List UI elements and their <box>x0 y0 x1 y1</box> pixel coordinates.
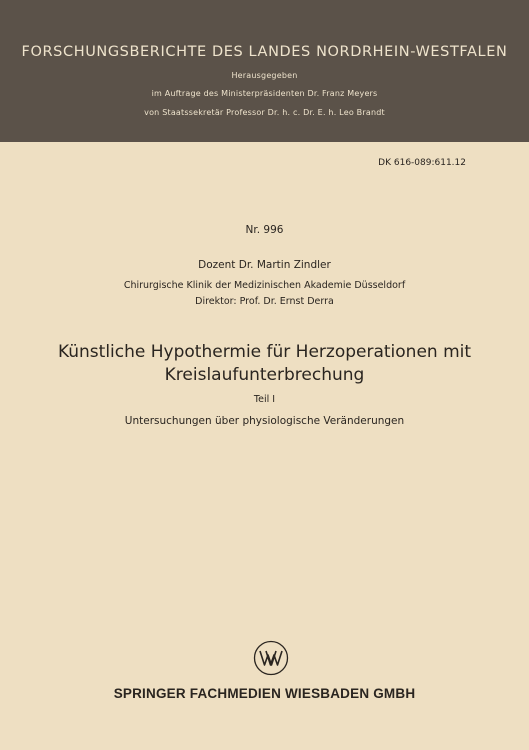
editor-line-2: im Auftrage des Ministerpräsidenten Dr. Franz Meyers <box>151 89 378 98</box>
subtitle: Untersuchungen über physiologische Veränderungen <box>124 415 405 427</box>
book-title <box>0 341 529 387</box>
publisher-name: SPRINGER FACHMEDIEN WIESBADEN GMBH <box>113 686 416 701</box>
title-line-1: Künstliche Hypothermie für Herzoperationen mit <box>57 342 472 362</box>
title-line-2: Kreislaufunterbrechung <box>164 365 365 385</box>
classification-code: DK 616-089:611.12 <box>378 158 466 168</box>
director: Direktor: Prof. Dr. Ernst Derra <box>195 296 334 307</box>
part-label: Teil I <box>253 394 276 405</box>
institution: Chirurgische Klinik der Medizinischen Akademie Düsseldorf <box>123 280 406 291</box>
author: Dozent Dr. Martin Zindler <box>198 259 331 271</box>
series-title: FORSCHUNGSBERICHTE DES LANDES NORDRHEIN-WESTFALEN <box>21 44 508 60</box>
publisher-logo-icon <box>253 640 289 676</box>
report-number: Nr. 996 <box>245 224 284 236</box>
editor-line-1: Herausgegeben <box>231 71 298 80</box>
editor-line-3: von Staatssekretär Professor Dr. h. c. Dr. E. h. Leo Brandt <box>144 108 385 117</box>
cover-header <box>0 0 529 142</box>
